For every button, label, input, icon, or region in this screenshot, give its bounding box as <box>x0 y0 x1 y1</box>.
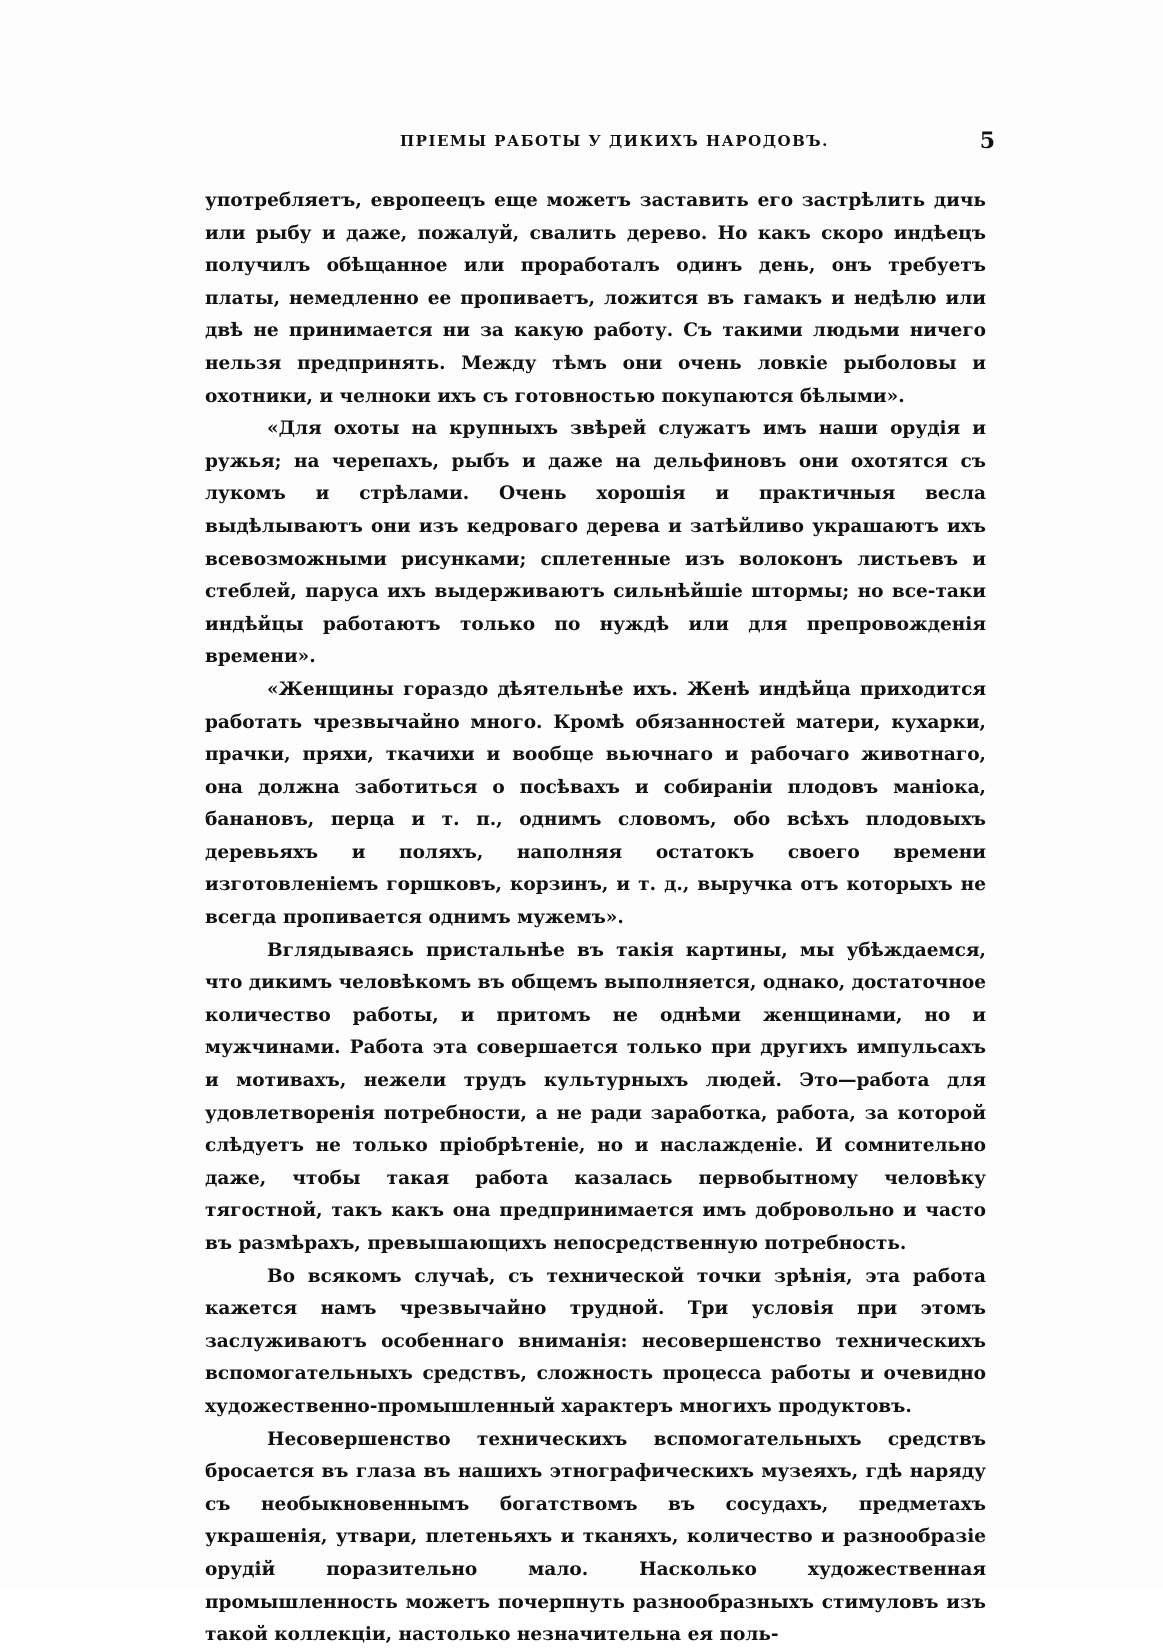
paragraph: Во всякомъ случаѣ, съ технической точки зрѣнія, эта работа кажется намъ чрезвычайно трудной. Три условія при этомъ заслуживаютъ особеннаго вниманія: несовершенство техническихъ вспомогательныхъ средствъ, сложность процесса работы и очевидно художественно-промышленный характеръ многихъ продуктовъ. <box>205 1265 986 1417</box>
page-header <box>205 128 1005 158</box>
running-title: ПРІЕМЫ РАБОТЫ У ДИКИХЪ НАРОДОВЪ. <box>400 132 829 150</box>
paragraph: Вглядываясь пристальнѣе въ такія картины, мы убѣждаемся, что дикимъ человѣкомъ въ общемъ выполняется, однако, достаточное количество работы, и притомъ не однѣми женщинами, но и мужчинами. Работа эта совершается только при другихъ импульсахъ и мотивахъ, нежели трудъ культурныхъ людей. Это—работа для удовлетворенія потребности, а не ради заработка, работа, за которой слѣдуетъ не только пріобрѣтеніе, но и наслажденіе. И сомнительно даже, чтобы такая работа казалась первобытному человѣку тягостной, такъ какъ она предпринимается имъ добровольно и часто въ размѣрахъ, превышающихъ непосредственную потребность. <box>205 939 986 1254</box>
paragraph: Несовершенство техническихъ вспомогательныхъ средствъ бросается въ глаза въ нашихъ этнографическихъ музеяхъ, гдѣ наряду съ необыкновеннымъ богатствомъ въ сосудахъ, предметахъ украшенія, утвари, плетеньяхъ и тканяхъ, количество и разнообразіе орудій поразительно мало. Насколько художественная промышленность можетъ почерпнуть разнообразныхъ стимуловъ изъ такой коллекціи, настолько незначительна ея поль- <box>205 1428 986 1646</box>
paragraph: употребляетъ, европеецъ еще можетъ заставить его застрѣлить дичь или рыбу и даже, пожалуй, свалить дерево. Но какъ скоро индѣецъ получилъ обѣщанное или проработалъ одинъ день, онъ требуетъ платы, немедленно ее пропиваетъ, ложится въ гамакъ и недѣлю или двѣ не принимается ни за какую работу. Съ такими людьми ничего нельзя предпринять. Между тѣмъ они очень ловкіе рыболовы и охотники, и челноки ихъ съ готовностью покупаются бѣлыми». <box>205 190 986 407</box>
paragraph: «Для охоты на крупныхъ звѣрей служатъ имъ наши орудія и ружья; на черепахъ, рыбъ и даже на дельфиновъ они охотятся съ лукомъ и стрѣлами. Очень хорошія и практичныя весла выдѣлываютъ они изъ кедроваго дерева и затѣйливо украшаютъ ихъ всевозможными рисунками; сплетенные изъ волоконъ листьевъ и стеблей, паруса ихъ выдерживаютъ сильнѣйшіе штормы; но все-таки индѣйцы работаютъ только по нуждѣ или для препровожденія времени». <box>205 418 986 668</box>
paragraph: «Женщины гораздо дѣятельнѣе ихъ. Женѣ индѣйца приходится работать чрезвычайно много. Кромѣ обязанностей матери, кухарки, прачки, пряхи, ткачихи и вообще вьючнаго и рабочаго животнаго, она должна заботиться о посѣвахъ и собираніи плодовъ маніока, банановъ, перца и т. п., однимъ словомъ, обо всѣхъ плодовыхъ деревьяхъ и поляхъ, наполняя остатокъ своего времени изготовленіемъ горшковъ, корзинъ, и т. д., выручка отъ которыхъ не всегда пропивается однимъ мужемъ». <box>205 678 986 929</box>
body-text <box>205 185 986 1652</box>
page-number: 5 <box>979 128 995 154</box>
